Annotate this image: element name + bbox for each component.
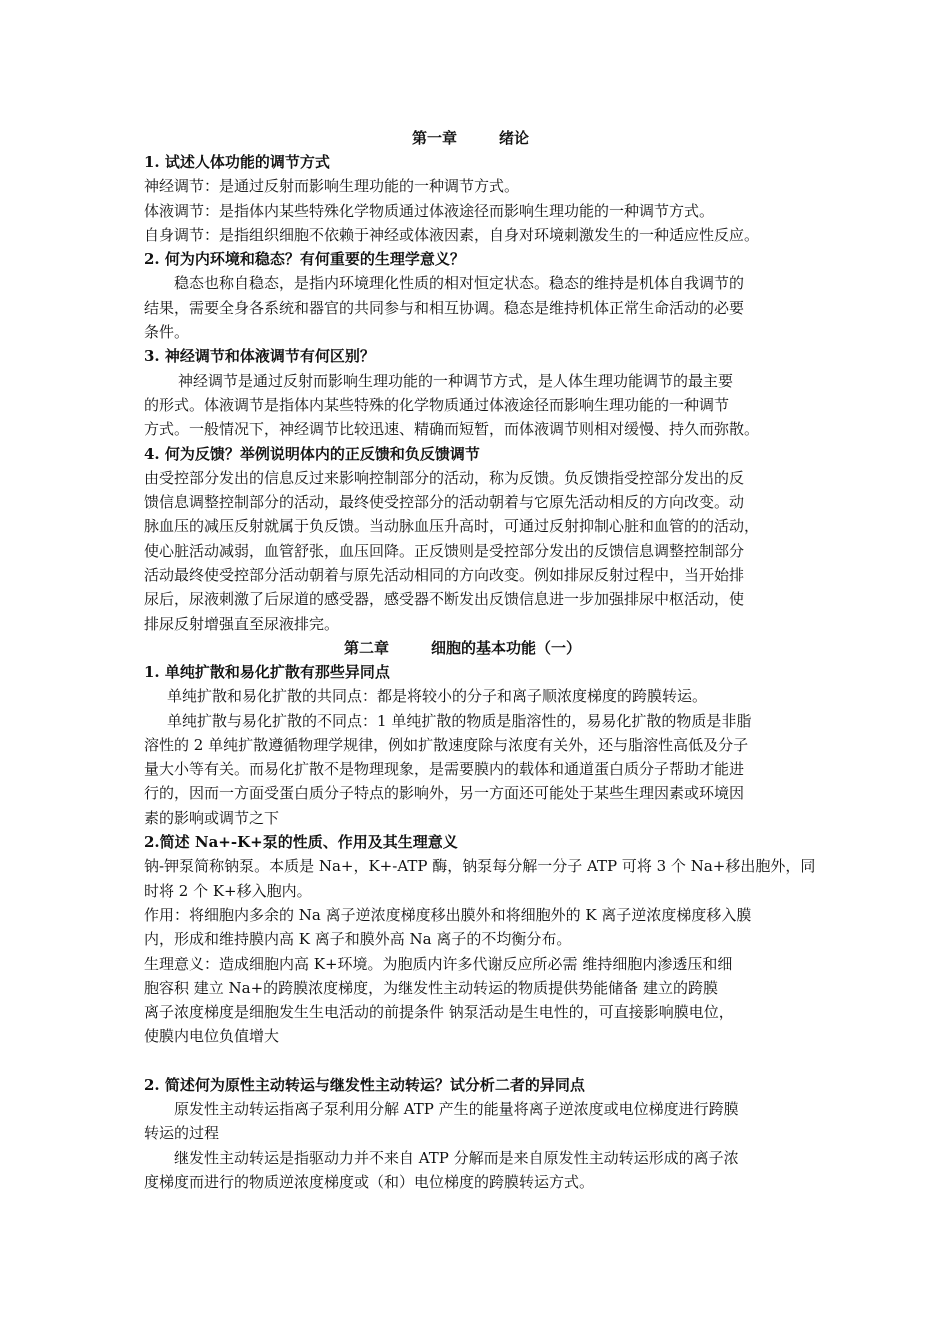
ch2-q2-line: 胞容积 建立 Na+的跨膜浓度梯度，为继发性主动转运的物质提供势能储备 建立的跨膜 xyxy=(144,978,718,997)
ch2-q1-line: 行的，因而一方面受蛋白质分子特点的影响外，另一方面还可能处于某些生理因素或环境因 xyxy=(144,784,745,803)
ch2-q2-line: 内，形成和维持膜内高 K 离子和膜外高 Na 离子的不均衡分布。 xyxy=(144,930,572,949)
ch1-q4-line: 排尿反射增强直至尿液排完。 xyxy=(144,614,340,633)
ch1-q3-line: 神经调节是通过反射而影响生理功能的一种调节方式，是人体生理功能调节的最主要 xyxy=(178,371,734,390)
ch1-q3-line: 方式。一般情况下，神经调节比较迅速、精确而短暂，而体液调节则相对缓慢、持久而弥散。 xyxy=(144,420,760,439)
ch2-q2-line: 生理意义：造成细胞内高 K+环境。为胞质内许多代谢反应所必需 维持细胞内渗透压和细 xyxy=(144,954,733,973)
ch2-q3-line: 度梯度而进行的物质逆浓度梯度或（和）电位梯度的跨膜转运方式。 xyxy=(144,1172,595,1191)
document-body xyxy=(144,126,816,1194)
ch1-q4-line: 尿后，尿液刺激了后尿道的感受器，感受器不断发出反馈信息进一步加强排尿中枢活动，使 xyxy=(144,590,745,609)
ch2-q2-line: 使膜内电位负值增大 xyxy=(144,1027,280,1046)
ch1-q4-line: 活动最终使受控部分活动朝着与原先活动相同的方向改变。例如排尿反射过程中，当开始排 xyxy=(144,566,745,585)
blank-line xyxy=(144,1049,816,1073)
ch2-q2-title: 2.简述 Na+-K+泵的性质、作用及其生理意义 xyxy=(144,833,458,852)
ch2-q3-line: 原发性主动转运指离子泵利用分解 ATP 产生的能量将离子逆浓度或电位梯度进行跨膜 xyxy=(174,1099,739,1118)
ch1-q1-line: 自身调节：是指组织细胞不依赖于神经或体液因素，自身对环境刺激发生的一种适应性反应。 xyxy=(144,225,760,244)
ch2-q2-line: 钠-钾泵简称钠泵。本质是 Na+，K+-ATP 酶，钠泵每分解一分子 ATP 可将 3 个 Na+移出胞外，同 xyxy=(144,857,816,876)
ch1-q4-title: 4. 何为反馈？举例说明体内的正反馈和负反馈调节 xyxy=(144,444,480,463)
chapter2-name: 细胞的基本功能（一） xyxy=(431,638,582,657)
ch1-q4-line: 脉血压的减压反射就属于负反馈。当动脉血压升高时，可通过反射抑制心脏和血管的的活动， xyxy=(144,517,760,536)
ch2-q1-line: 素的影响或调节之下 xyxy=(144,808,280,827)
ch2-q1-title: 1. 单纯扩散和易化扩散有那些异同点 xyxy=(144,662,390,681)
ch2-q1-line: 量大小等有关。而易化扩散不是物理现象，是需要膜内的载体和通道蛋白质分子帮助才能进 xyxy=(144,760,745,779)
chapter1-number: 第一章 xyxy=(412,129,458,147)
ch2-q1-line: 溶性的 2 单纯扩散遵循物理学规律，例如扩散速度除与浓度有关外，还与脂溶性高低及分子 xyxy=(144,735,749,754)
ch1-q4-line: 使心脏活动减弱，血管舒张，血压回降。正反馈则是受控部分发出的反馈信息调整控制部分 xyxy=(144,541,745,560)
ch1-q1-title: 1. 试述人体功能的调节方式 xyxy=(144,153,330,171)
chapter1-name: 绪论 xyxy=(499,129,530,147)
ch1-q4-line: 馈信息调整控制部分的活动，最终使受控部分的活动朝着与它原先活动相反的方向改变。动 xyxy=(144,493,745,512)
ch1-q3-line: 的形式。体液调节是指体内某些特殊的化学物质通过体液途径而影响生理功能的一种调节 xyxy=(144,395,730,414)
ch2-q3-title: 2. 简述何为原性主动转运与继发性主动转运？试分析二者的异同点 xyxy=(144,1075,585,1094)
ch1-q2-line: 结果，需要全身各系统和器官的共同参与和相互协调。稳态是维持机体正常生命活动的必要 xyxy=(144,298,745,317)
ch1-q2-title: 2. 何为内环境和稳态？有何重要的生理学意义？ xyxy=(144,250,465,269)
ch1-q4-line: 由受控部分发出的信息反过来影响控制部分的活动，称为反馈。负反馈指受控部分发出的反 xyxy=(144,468,745,487)
ch2-q2-line: 时将 2 个 K+移入胞内。 xyxy=(144,881,312,900)
ch2-q1-line: 单纯扩散和易化扩散的共同点：都是将较小的分子和离子顺浓度梯度的跨膜转运。 xyxy=(167,687,708,706)
ch1-q3-title: 3. 神经调节和体液调节有何区别？ xyxy=(144,347,375,366)
ch2-q3-line: 转运的过程 xyxy=(144,1124,220,1143)
ch1-q1-line: 体液调节：是指体内某些特殊化学物质通过体液途径而影响生理功能的一种调节方式。 xyxy=(144,201,715,220)
ch1-q1-line: 神经调节：是通过反射而影响生理功能的一种调节方式。 xyxy=(144,177,520,196)
ch1-q2-line: 稳态也称自稳态，是指内环境理化性质的相对恒定状态。稳态的维持是机体自我调节的 xyxy=(174,274,745,293)
ch2-q2-line: 离子浓度梯度是细胞发生生电活动的前提条件 钠泵活动是生电性的，可直接影响膜电位， xyxy=(144,1003,734,1022)
chapter2-number: 第二章 xyxy=(344,638,390,657)
ch2-q3-line: 继发性主动转运是指驱动力并不来自 ATP 分解而是来自原发性主动转运形成的离子浓 xyxy=(174,1148,739,1167)
chapter2-heading xyxy=(144,636,816,660)
chapter1-heading xyxy=(144,126,816,150)
ch2-q1-line: 单纯扩散与易化扩散的不同点：1 单纯扩散的物质是脂溶性的，易易化扩散的物质是非脂 xyxy=(167,711,752,730)
ch2-q2-line: 作用：将细胞内多余的 Na 离子逆浓度梯度移出膜外和将细胞外的 K 离子逆浓度梯度移入膜 xyxy=(144,905,752,924)
ch1-q2-line: 条件。 xyxy=(144,323,190,342)
